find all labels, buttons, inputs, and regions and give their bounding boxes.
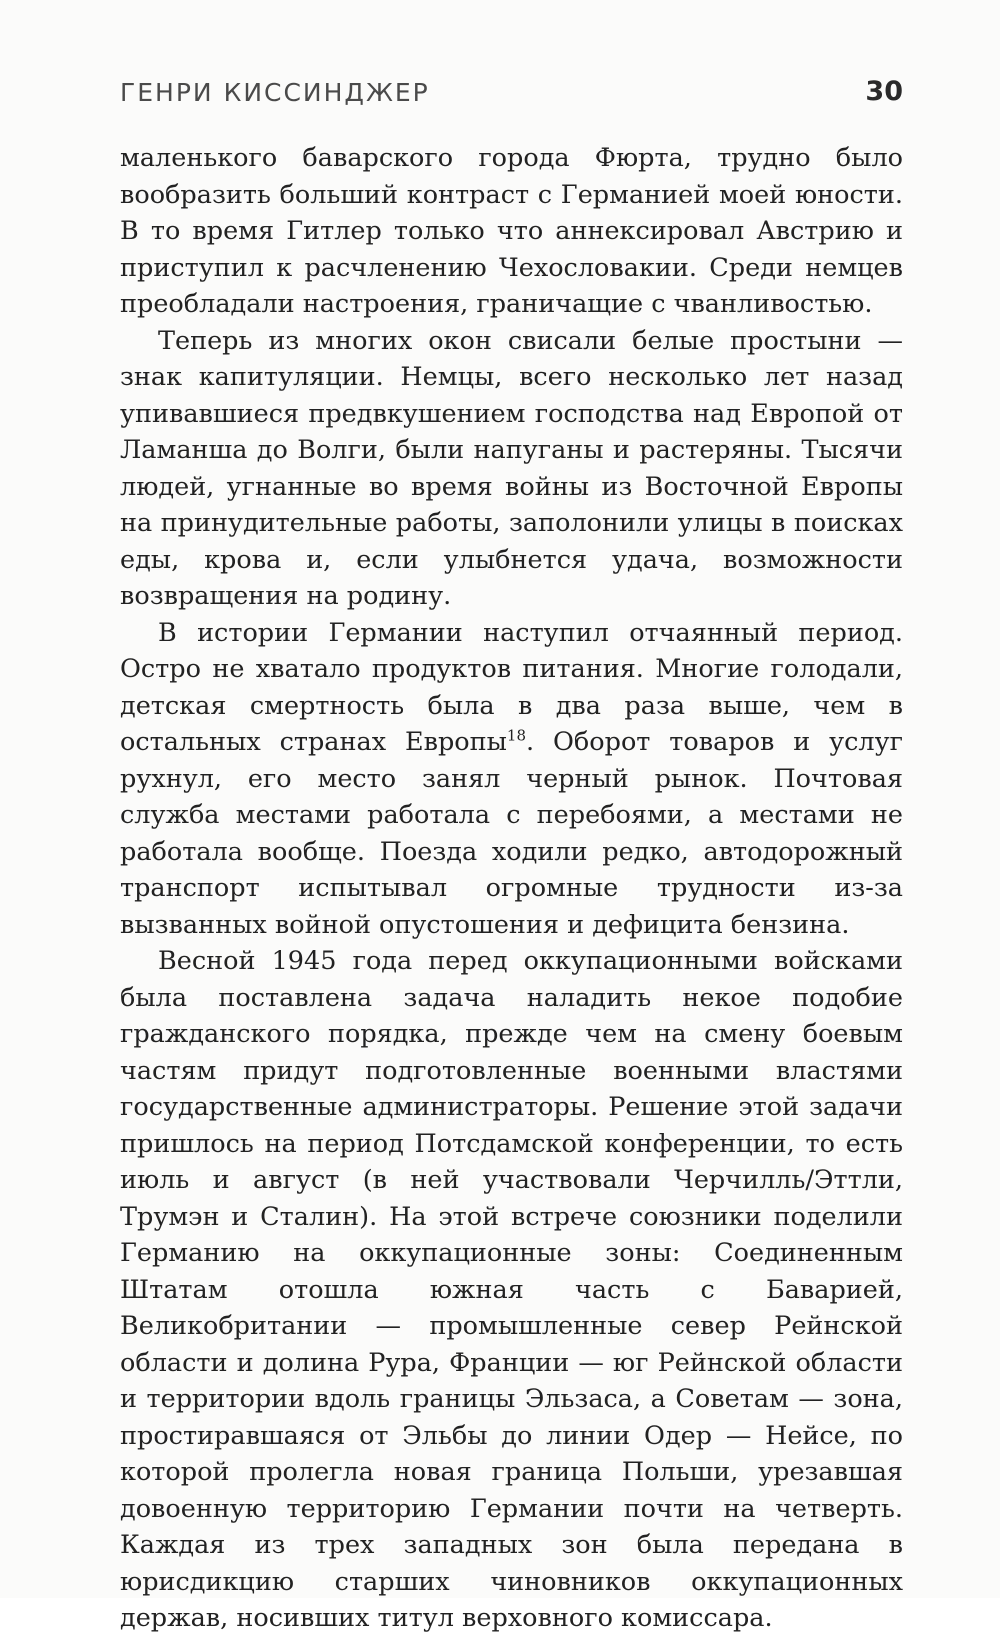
- paragraph-4: Весной 1945 года перед оккупационными войсками была поставлена задача наладить некое подобие гражданского порядка, прежде чем на смену боевым частям придут подготовленные военными властями государственные администраторы. Решение этой задачи пришлось на период Потсдамской конференции, то есть июль и август (в ней участвовали Черчилль/Эттли, Трумэн и Сталин). На этой встрече союзники поделили Германию на оккупационные зоны: Соединенным Штатам отошла южная часть с Баварией, Великобритании — промышленные север Рейнской области и долина Рура, Франции — юг Рейнской области и территории вдоль границы Эльзаса, а Советам — зона, простиравшаяся от Эльбы до линии Одер — Нейсе, по которой пролегла новая граница Польши, урезавшая довоенную территорию Германии почти на четверть. Каждая из трех западных зон была передана в юрисдикцию старших чиновников оккупационных держав, носивших титул верховного комиссара.: [120, 946, 903, 1633]
- footnote-reference: 18: [506, 726, 527, 745]
- paragraph-3: [120, 615, 903, 944]
- paragraph-3-text-before: В истории Германии наступил отчаянный период. Остро не хватало продуктов питания. Многие голодали, детская смертность была в два раза выше, чем в остальных странах Европы: [120, 617, 903, 757]
- body-text: [120, 140, 903, 1637]
- running-header: [120, 78, 903, 114]
- author-name: ГЕНРИ КИССИНДЖЕР: [120, 78, 430, 107]
- page-number: 30: [865, 76, 903, 107]
- paragraph-1: маленького баварского города Фюрта, трудно было вообразить больший контраст с Германией моей юности. В то время Гитлер только что аннексировал Австрию и приступил к расчленению Чехословакии. Среди немцев преобладали настроения, граничащие с чванливостью.: [120, 143, 903, 319]
- paragraph-3-text-after: . Оборот товаров и услуг рухнул, его место занял черный рынок. Почтовая служба местами работала с перебоями, а местами не работала вообще. Поезда ходили редко, автодорожный транспорт испытывал огромные трудности из-за вызванных войной опустошения и дефицита бензина.: [120, 727, 903, 940]
- paragraph-2: Теперь из многих окон свисали белые простыни — знак капитуляции. Немцы, всего несколько лет назад упивавшиеся предвкушением господства над Европой от Ламанша до Волги, были напуганы и растеряны. Тысячи людей, угнанные во время войны из Восточной Европы на принудительные работы, заполонили улицы в поисках еды, крова и, если улыбнется удача, возможности возвращения на родину.: [120, 325, 903, 611]
